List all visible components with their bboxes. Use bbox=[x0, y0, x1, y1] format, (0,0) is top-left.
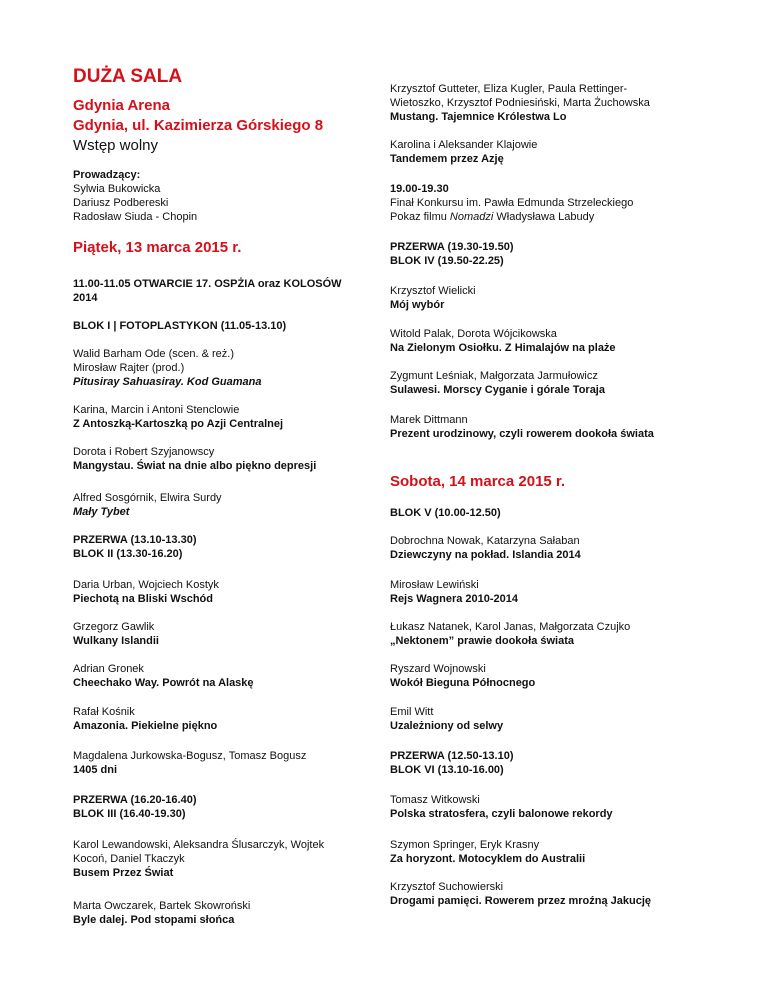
film-author: Karina, Marcin i Antoni Stenclowie bbox=[73, 404, 240, 416]
film-author: Daria Urban, Wojciech Kostyk bbox=[73, 579, 219, 591]
film-title: „Nektonem” prawie dookoła świata bbox=[390, 635, 574, 647]
film-author: Krzysztof Wielicki bbox=[390, 285, 476, 297]
film-title: Pitusiray Sahuasiray. Kod Guamana bbox=[73, 376, 262, 388]
final-film-prefix: Pokaz filmu bbox=[390, 211, 450, 223]
friday-heading: Piątek, 13 marca 2015 r. bbox=[73, 239, 242, 256]
film-author: Szymon Springer, Eryk Krasny bbox=[390, 839, 540, 851]
break-heading: PRZERWA (16.20-16.40) bbox=[73, 794, 197, 806]
final-film bbox=[390, 210, 594, 224]
film-author: Karol Lewandowski, Aleksandra Ślusarczyk, Wojtek bbox=[73, 839, 325, 851]
final-film-title: Nomadzi bbox=[449, 211, 494, 223]
film-title: Drogami pamięci. Rowerem przez mroźną Jakucję bbox=[390, 895, 652, 907]
film-author: Wietoszko, Krzysztof Podniesiński, Marta Żuchowska bbox=[390, 97, 650, 109]
opening-line: 2014 bbox=[73, 292, 98, 304]
film-author: Witold Palak, Dorota Wójcikowska bbox=[390, 328, 557, 340]
film-author: Grzegorz Gawlik bbox=[73, 621, 155, 633]
block-heading: BLOK I | FOTOPLASTYKON (11.05-13.10) bbox=[73, 320, 287, 332]
entry-info: Wstęp wolny bbox=[73, 137, 159, 154]
film-author: Karolina i Aleksander Klajowie bbox=[390, 139, 538, 151]
film-author: Kocoń, Daniel Tkaczyk bbox=[73, 853, 185, 865]
film-author: Tomasz Witkowski bbox=[390, 794, 480, 806]
film-author: Magdalena Jurkowska-Bogusz, Tomasz Bogusz bbox=[73, 750, 307, 762]
film-title: Mój wybór bbox=[390, 299, 445, 311]
break-heading: PRZERWA (19.30-19.50) bbox=[390, 241, 514, 253]
film-title: Na Zielonym Osiołku. Z Himalajów na plaże bbox=[390, 342, 616, 354]
film-title: Piechotą na Bliski Wschód bbox=[73, 593, 213, 605]
film-author: Dorota i Robert Szyjanowscy bbox=[73, 446, 215, 458]
final-film-suffix: Władysława Labudy bbox=[493, 211, 595, 223]
film-title: Busem Przez Świat bbox=[73, 867, 174, 879]
film-title: Za horyzont. Motocyklem do Australii bbox=[390, 853, 586, 865]
hall-title: DUŻA SALA bbox=[73, 66, 183, 87]
block-heading: BLOK VI (13.10-16.00) bbox=[390, 764, 504, 776]
film-title: Dziewczyny na pokład. Islandia 2014 bbox=[390, 549, 581, 561]
film-author: Rafał Kośnik bbox=[73, 706, 135, 718]
film-title: Wokół Bieguna Północnego bbox=[390, 677, 536, 689]
film-author: Dobrochna Nowak, Katarzyna Sałaban bbox=[390, 535, 580, 547]
break-heading: PRZERWA (13.10-13.30) bbox=[73, 534, 197, 546]
film-title: Prezent urodzinowy, czyli rowerem dookoła świata bbox=[390, 428, 654, 440]
hosts-label: Prowadzący: bbox=[73, 169, 141, 181]
film-author: Emil Witt bbox=[390, 706, 434, 718]
host-name: Sylwia Bukowicka bbox=[73, 183, 161, 195]
film-author: Marta Owczarek, Bartek Skowroński bbox=[73, 900, 251, 912]
final-time: 19.00-19.30 bbox=[390, 183, 449, 195]
film-title: Z Antoszką-Kartoszką po Azji Centralnej bbox=[73, 418, 284, 430]
film-author: Krzysztof Gutteter, Eliza Kugler, Paula Rettinger- bbox=[390, 83, 628, 95]
film-title: Uzależniony od selwy bbox=[390, 720, 504, 732]
block-heading: BLOK V (10.00-12.50) bbox=[390, 507, 501, 519]
block-heading: BLOK II (13.30-16.20) bbox=[73, 548, 183, 560]
film-author: Krzysztof Suchowierski bbox=[390, 881, 504, 893]
film-author: Adrian Gronek bbox=[73, 663, 144, 675]
film-author: Alfred Sosgórnik, Elwira Surdy bbox=[73, 492, 222, 504]
film-title: Mustang. Tajemnice Królestwa Lo bbox=[390, 111, 567, 123]
host-name: Dariusz Podbereski bbox=[73, 197, 169, 209]
host-name: Radosław Siuda - Chopin bbox=[73, 211, 198, 223]
film-author: Łukasz Natanek, Karol Janas, Małgorzata Czujko bbox=[390, 621, 631, 633]
film-title: Rejs Wagnera 2010-2014 bbox=[390, 593, 518, 605]
film-author: Mirosław Lewiński bbox=[390, 579, 479, 591]
film-title: Polska stratosfera, czyli balonowe rekordy bbox=[390, 808, 613, 820]
venue-address: Gdynia, ul. Kazimierza Górskiego 8 bbox=[73, 117, 324, 134]
saturday-heading: Sobota, 14 marca 2015 r. bbox=[390, 473, 566, 490]
film-author: Walid Barham Ode (scen. & reż.) bbox=[73, 348, 234, 360]
film-author: Zygmunt Leśniak, Małgorzata Jarmułowicz bbox=[390, 370, 598, 382]
opening-line: 11.00-11.05 OTWARCIE 17. OSPŻIA oraz KOLOSÓW bbox=[73, 278, 342, 290]
film-title: Wulkany Islandii bbox=[73, 635, 159, 647]
film-title: Mały Tybet bbox=[73, 506, 130, 518]
film-author: Ryszard Wojnowski bbox=[390, 663, 486, 675]
film-title: Cheechako Way. Powrót na Alaskę bbox=[73, 677, 254, 689]
block-heading: BLOK IV (19.50-22.25) bbox=[390, 255, 504, 267]
final-description: Finał Konkursu im. Pawła Edmunda Strzeleckiego bbox=[390, 197, 634, 209]
film-title: Byle dalej. Pod stopami słońca bbox=[73, 914, 235, 926]
film-title: Amazonia. Piekielne piękno bbox=[73, 720, 218, 732]
film-title: Sulawesi. Morscy Cyganie i górale Toraja bbox=[390, 384, 605, 396]
film-author: Marek Dittmann bbox=[390, 414, 468, 426]
film-title: Mangystau. Świat na dnie albo piękno depresji bbox=[73, 460, 317, 472]
film-title: Tandemem przez Azję bbox=[390, 153, 504, 165]
film-title: 1405 dni bbox=[73, 764, 118, 776]
venue-name: Gdynia Arena bbox=[73, 97, 170, 114]
break-heading: PRZERWA (12.50-13.10) bbox=[390, 750, 514, 762]
film-author: Mirosław Rajter (prod.) bbox=[73, 362, 185, 374]
block-heading: BLOK III (16.40-19.30) bbox=[73, 808, 186, 820]
